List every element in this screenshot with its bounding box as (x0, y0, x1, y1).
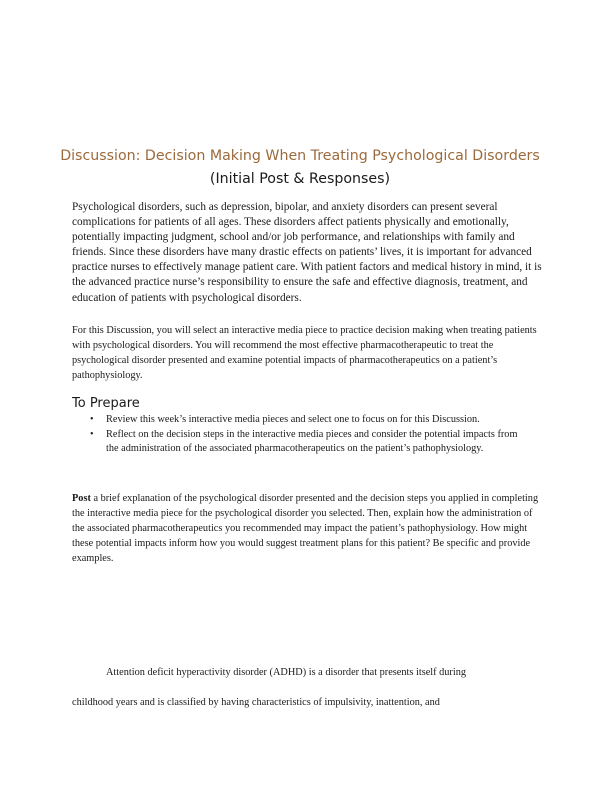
essay-line-2: childhood years and is classified by having characteristics of impulsivity, inattention, and (72, 697, 440, 708)
discussion-instructions: For this Discussion, you will select an interactive media piece to practice decision making when treating patients with psychological disorders. You will recommend the most effective pharmacotherapeutic to treat the psychological disorder presented and examine potential impacts of pharmacotherapeutics on a patient’s pathophysiology. (72, 325, 537, 381)
bullet-icon: • (90, 414, 94, 425)
post-text: a brief explanation of the psychological disorder presented and the decision steps you applied in completing the interactive media piece for the psychological disorder you selected. Then, explain how the administration of the associated pharmacotherapeutics you recommended may impact the patient’s pathophysiology. How might these potential impacts inform how you would suggest treatment plans for this patient? Be specific and provide examples. (72, 493, 539, 564)
post-label: Post (72, 493, 91, 504)
intro-paragraph: Psychological disorders, such as depression, bipolar, and anxiety disorders can present several complications for patients of all ages. These disorders affect patients physically and emotionally, potentially impacting judgment, school and/or job performance, and relationships with family and friends. Since these disorders have many drastic effects on patients’ lives, it is important for advanced practice nurses to effectively manage patient care. With patient factors and medical history in mind, it is the advanced practice nurse’s responsibility to ensure the safe and effective diagnosis, treatment, and education of patients with psychological disorders. (72, 201, 542, 304)
prepare-item-text: Reflect on the decision steps in the interactive media pieces and consider the potential impacts from the administration of the associated pharmacotherapeutics on the patient’s pathophysiology. (106, 428, 518, 455)
bullet-icon: • (90, 428, 94, 440)
document-title: Discussion: Decision Making When Treating Psychological Disorders (60, 148, 540, 164)
post-instructions (72, 491, 544, 566)
document-subtitle: (Initial Post & Responses) (209, 171, 391, 187)
list-item (72, 428, 532, 457)
list-item (72, 413, 532, 428)
essay-line-1: Attention deficit hyperactivity disorder (ADHD) is a disorder that presents itself during (106, 667, 467, 678)
prepare-list (72, 413, 532, 457)
prepare-item-text: Review this week’s interactive media pieces and select one to focus on for this Discussion. (106, 414, 480, 425)
prepare-heading: To Prepare (72, 396, 140, 411)
